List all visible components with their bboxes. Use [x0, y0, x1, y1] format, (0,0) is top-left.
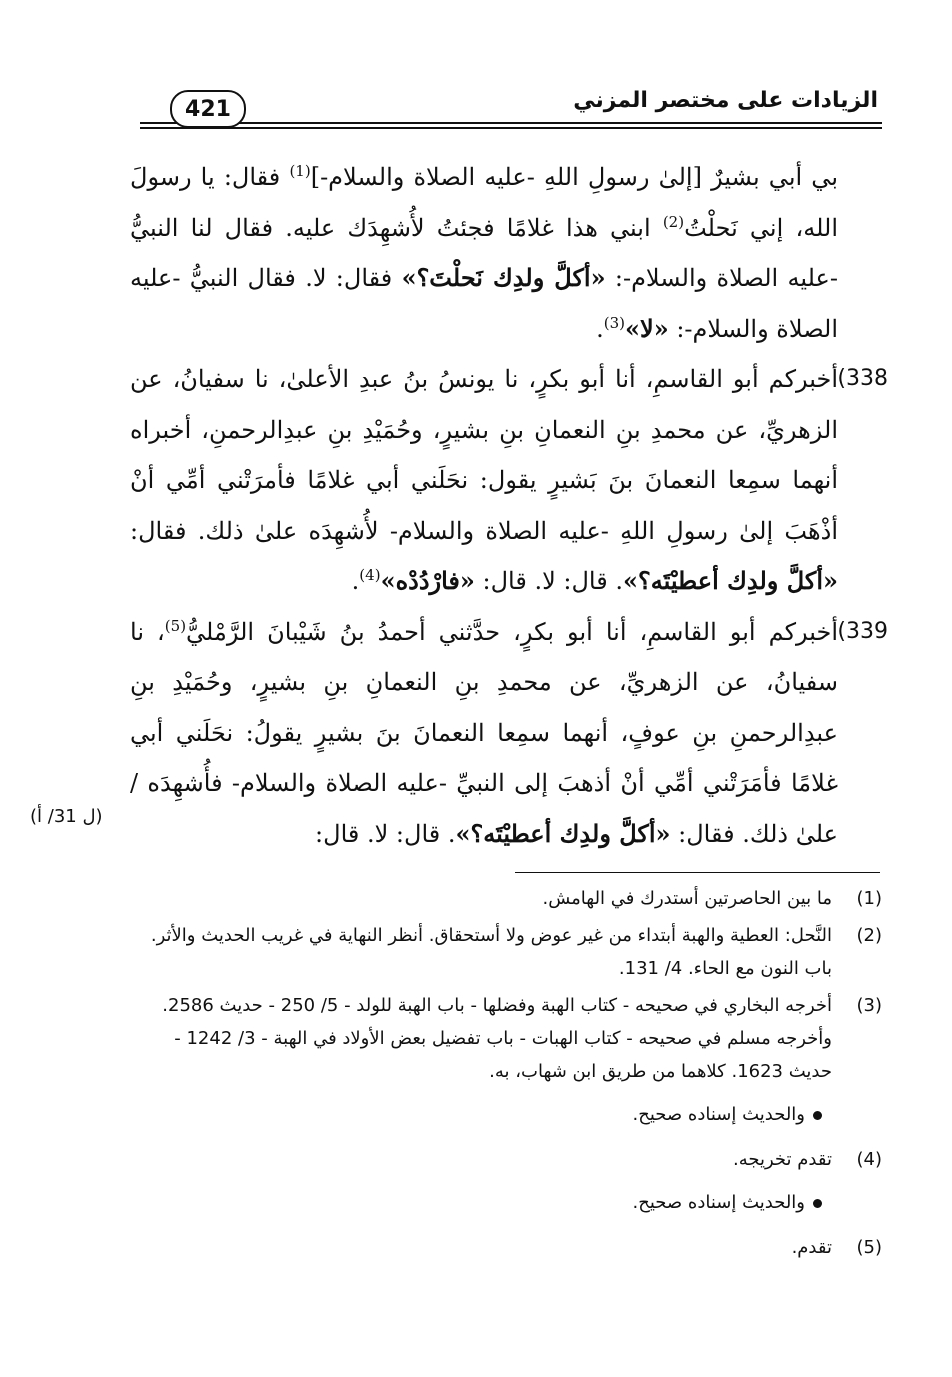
hadith-quote: «أكلَّ ولدِك أعطيْتَه؟»: [622, 566, 838, 595]
footnote-bullet: [130, 1098, 882, 1131]
hadith-quote: «فارْدُدْه»: [380, 566, 475, 595]
footnote-ref: (2): [662, 212, 685, 231]
footnote: [130, 919, 882, 985]
header-rule: [140, 122, 882, 129]
footnote-text: تقدم تخريجه.: [733, 1149, 832, 1170]
text-run: .: [596, 314, 604, 343]
text-run: أخبركم أبو القاسمِ، أنا أبو بكرٍ، حدَّثني أحمدُ بنُ شَيْبانَ الرَّمْليُّ: [186, 617, 838, 646]
text-run: فقال: يا رسولَ الله، إني نَحلْتُ: [130, 163, 838, 242]
footnote-separator: [515, 872, 880, 873]
paragraph-339: [130, 607, 888, 860]
footnote-text: ما بين الحاصرتين أستدرك في الهامش.: [542, 888, 832, 909]
footnote-ref: (5): [164, 616, 187, 635]
hadith-quote: «أكلَّ ولدِك أعطيْتَه؟»: [455, 818, 671, 848]
bullet-icon: [813, 1111, 822, 1120]
footnote: [130, 882, 882, 915]
footnote-number: (1): [856, 888, 882, 909]
footnote: [130, 1143, 882, 1176]
paragraph-338: [130, 354, 888, 607]
footnote-text: تقدم.: [791, 1237, 832, 1258]
footnote-ref: (4): [359, 566, 381, 584]
main-text: [130, 152, 888, 859]
footnote-ref: (1): [289, 162, 311, 180]
page-number: 421: [170, 90, 246, 128]
paragraph-number: 339): [837, 618, 888, 644]
paragraph-number: 338): [837, 366, 888, 391]
footnote-number: (5): [856, 1237, 882, 1258]
paragraph-continuation: [130, 152, 882, 354]
footnote-number: (4): [856, 1149, 882, 1170]
footnote-ref: (3): [603, 313, 625, 332]
hadith-quote: «أكلَّ ولدِك نَحلْتَ؟»: [401, 263, 606, 292]
text-run: بي أبي بشيرٌ [إلىٰ رسولِ اللهِ -عليه الصلاة والسلام-]: [310, 163, 838, 191]
bullet-text: والحديث إسناده صحيح.: [632, 1192, 805, 1213]
hadith-quote: «لا»: [625, 313, 669, 343]
bullet-icon: [813, 1199, 822, 1208]
footnote-text: أخرجه البخاري في صحيحه - كتاب الهبة وفضلها - باب الهبة للولد - 5/ 250 - حديث 2586. وأخرجه مسلم في صحيحه - كتاب الهبات - باب تفضيل بعض الأولاد في الهبة - 3/ 1242 - حديث 1623. كلاهما من طريق ابن شهاب، به.: [162, 995, 832, 1082]
footnotes: [130, 882, 882, 1268]
text-run: ، نا سفيانُ، عن الزهريِّ، عن محمدِ بنِ النعمانِ بنِ بشيرٍ، وحُمَيْدِ بنِ عبدِالرحمنِ بنِ عوفٍ، أنهما سمِعا النعمانَ بنَ بشيرٍ يقولُ: نحَلَني أبي غلامًا فأمَرَتْني أمِّي أنْ أذهبَ إلى النبيِّ -عليه الصلاة والسلام- فأُشهِدَه / علىٰ ذلك. فقال:: [130, 617, 838, 848]
bullet-text: والحديث إسناده صحيح.: [632, 1104, 805, 1125]
text-run: فقال: لا. فقال النبيُّ -عليه الصلاة والسلام-:: [130, 264, 838, 343]
footnote-number: (2): [856, 925, 882, 946]
text-run: .: [351, 567, 360, 595]
text-run: . قال: لا. قال:: [474, 567, 623, 595]
text-run: ابني هذا غلامًا فجئتُ لأُشهِدَك عليه. فقال لنا النبيُّ -عليه الصلاة والسلام-:: [130, 213, 838, 292]
footnote: [130, 1231, 882, 1264]
text-run: . قال: لا. قال:: [315, 819, 456, 848]
running-title: الزيادات على مختصر المزني: [573, 88, 878, 113]
footnote-number: (3): [856, 995, 882, 1016]
footnote-bullet: [130, 1186, 882, 1219]
footnote-text: النَّحل: العطية والهبة أبتداء من غير عوض ولا أستحقاق. أنظر النهاية في غريب الحديث والأثر. باب النون مع الحاء. 4/ 131.: [150, 925, 832, 979]
page-header: [140, 86, 882, 130]
manuscript-folio-note: (ل 31/ أ): [30, 806, 103, 827]
text-run: أخبركم أبو القاسمِ، أنا أبو بكرٍ، نا يونسُ بنُ عبدِ الأعلىٰ، نا سفيانُ، عن الزهريِّ، عن محمدِ بنِ النعمانِ بنِ بشيرٍ، وحُمَيْدِ بنِ عبدِالرحمنِ، أخبراه أنهما سمِعا النعمانَ بنَ بَشيرٍ يقول: نحَلَني أبي غلامًا فأمرَتْني أمِّي أنْ أذْهَبَ إلىٰ رسولِ اللهِ -عليه الصلاة والسلام- لأُشهِدَه علىٰ ذلك. فقال:: [130, 365, 838, 545]
footnote: [130, 989, 882, 1088]
